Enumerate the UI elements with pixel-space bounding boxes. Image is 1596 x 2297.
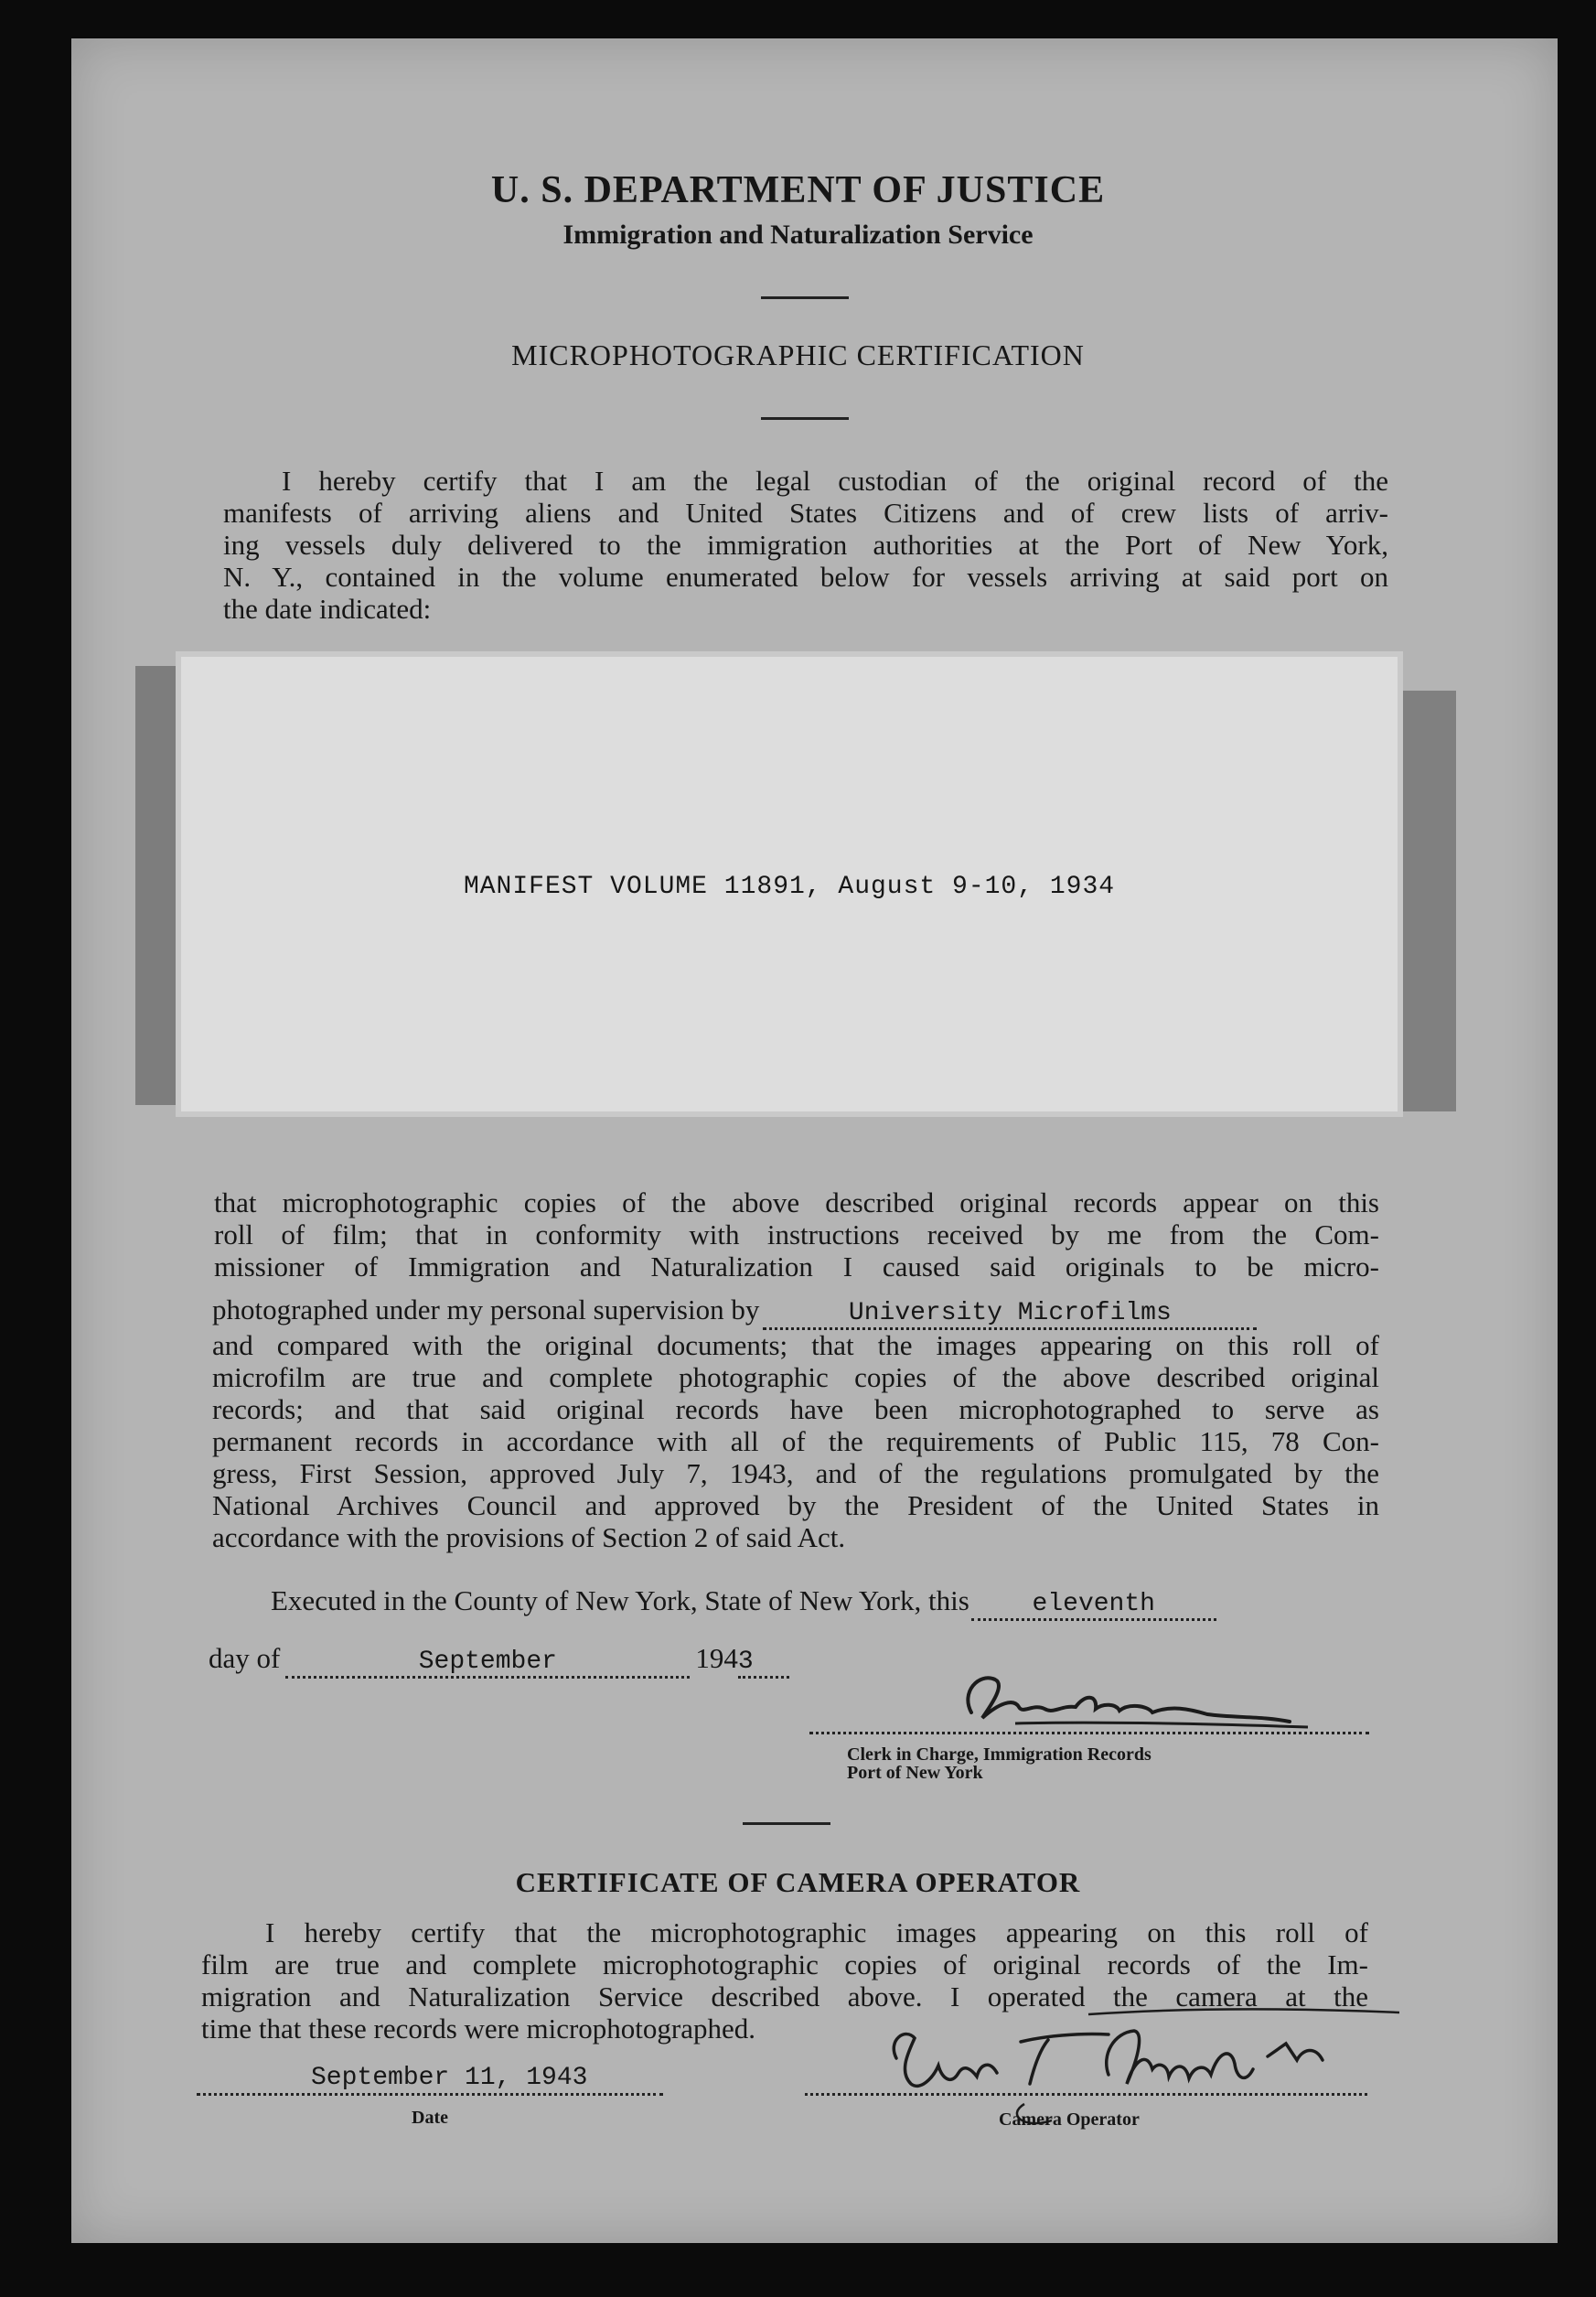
month-field: September [285,1648,690,1679]
camera-line: time that these records were microphotographed. [201,2013,755,2045]
body-line: gress, First Session, approved July 7, 1943, and of the regulations promulgated by the [212,1457,1379,1489]
execution-prefix: Executed in the County of New York, State of New York, this [271,1584,969,1616]
camera-operator-signature [869,1996,1427,2133]
clerk-title: Clerk in Charge, Immigration Records [847,1744,1151,1765]
camera-line: I hereby certify that the microphotographic images appearing on this roll of [265,1916,1368,1948]
service-subheading: Immigration and Naturalization Service [562,220,1034,250]
body-line: missioner of Immigration and Naturalization I caused said originals to be micro- [214,1250,1379,1283]
year-field: 3 [738,1648,789,1679]
department-heading: U. S. DEPARTMENT OF JUSTICE [490,169,1106,211]
camera-date-value: September 11, 1943 [311,2064,588,2092]
slip-shadow-right [1399,691,1456,1111]
section-divider [743,1822,830,1825]
body-line: that microphotographic copies of the above described original records appear on this [214,1186,1379,1218]
header-divider [761,296,849,299]
clerk-signature-line [809,1732,1369,1734]
body-line: roll of film; that in conformity with instructions received by me from the Com- [214,1218,1379,1250]
body-line: accordance with the provisions of Section 2 of said Act. [212,1521,846,1553]
body-line: permanent records in accordance with all of the requirements of Public 115, 78 Con- [212,1425,1379,1457]
camera-operator-signature-line [805,2093,1367,2096]
photographed-by-line [212,1293,1383,1330]
camera-line: film are true and complete microphotographic copies of original records of the Im- [201,1948,1368,1980]
intro-line: I hereby certify that I am the legal custodian of the original record of the [282,465,1388,497]
execution-line [271,1584,1216,1621]
date-line [209,1642,789,1679]
intro-line: N. Y., contained in the volume enumerated below for vessels arriving at said port on [223,561,1388,593]
title-divider [761,417,849,420]
manifest-volume-text: MANIFEST VOLUME 11891, August 9-10, 1934 [463,873,1116,901]
body-line: National Archives Council and approved by the President of the United States in [212,1489,1379,1521]
manifest-volume-slip [181,657,1398,1111]
intro-line: ing vessels duly delivered to the immigration authorities at the Port of New York, [223,529,1388,561]
camera-line: migration and Naturalization Service described above. I operated the camera at the [201,1980,1368,2013]
photographed-by-field: University Microfilms [763,1300,1257,1330]
clerk-signature [924,1667,1354,1742]
clerk-port: Port of New York [847,1763,983,1783]
camera-date-label: Date [412,2108,448,2128]
camera-certificate-title: CERTIFICATE OF CAMERA OPERATOR [515,1866,1081,1898]
camera-operator-label: Camera Operator [999,2109,1140,2130]
camera-date-line [197,2093,663,2096]
year-prefix: 194 [695,1642,738,1674]
photographed-prefix: photographed under my personal supervision by [212,1293,760,1326]
day-field: eleventh [971,1591,1216,1621]
body-line: records; and that said original records have been microphotographed to serve as [212,1393,1379,1425]
day-of-label: day of [209,1642,281,1674]
body-line: and compared with the original documents; that the images appearing on this roll of [212,1329,1379,1361]
certification-title: MICROPHOTOGRAPHIC CERTIFICATION [511,338,1085,371]
intro-line: the date indicated: [223,593,432,625]
intro-line: manifests of arriving aliens and United States Citizens and of crew lists of arriv- [223,497,1388,529]
body-line: microfilm are true and complete photographic copies of the above described original [212,1361,1379,1393]
